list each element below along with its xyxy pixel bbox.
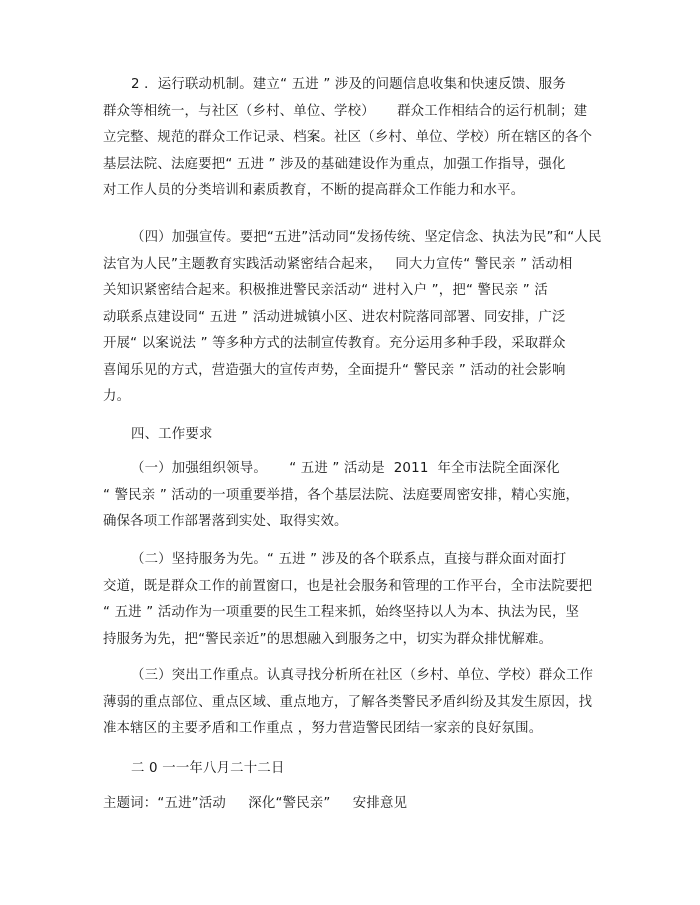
- text-line: 群众等相统一，与社区（乡村、单位、学校） 群众工作相结合的运行机制；建: [103, 103, 588, 119]
- text-line: 力。: [103, 389, 131, 404]
- text-line: 立完整、规范的群众工作记录、档案。社区（乡村、单位、学校）所在辖区的各个: [103, 130, 593, 145]
- text-line: （三）突出工作重点。认真寻找分析所在社区（乡村、单位、学校）群众工作: [131, 668, 594, 683]
- section-heading-work-requirements: [103, 422, 603, 449]
- text-line: 交道，既是群众工作的前置窗口，也是社会服务和管理的工作平台，全市法院要把: [103, 578, 593, 594]
- paragraph-organization-leadership: [103, 456, 603, 536]
- paragraph-service-first: [103, 547, 603, 653]
- text-line: 法官为人民”主题教育实践活动紧密结合起来， 同大力宣传“ 警民亲 ” 活动相: [103, 256, 573, 272]
- text-line: 基层法院、法庭要把“ 五进 ” 涉及的基础建设作为重点，加强工作指导，强化: [103, 156, 566, 172]
- text-line: 对工作人员的分类培训和素质教育，不断的提高群众工作能力和水平。: [103, 183, 525, 198]
- text-line: 准本辖区的主要矛盾和工作重点 ，努力营造警民团结一家亲的良好氛围。: [103, 721, 543, 736]
- document-date: [103, 756, 603, 783]
- text-line: 持服务为先，把“警民亲近”的思想融入到服务之中，切实为群众排忧解难。: [103, 631, 553, 647]
- text-line: “ 五进 ” 活动作为一项重要的民生工程来抓，始终坚持以人为本、执法为民，坚: [103, 605, 580, 620]
- text-line: （二）坚持服务为先。“ 五进 ” 涉及的各个联系点，直接与群众面对面打: [131, 552, 567, 567]
- text-line: 2 ．运行联动机制。建立“ 五进 ” 涉及的问题信息收集和快速反馈、服务: [131, 77, 566, 92]
- date-line: 二 0 一一年八月二十二日: [131, 761, 285, 776]
- text-line: （一）加强组织领导。 “ 五进 ” 活动是 2011 年全市法院全面深化: [131, 461, 560, 476]
- text-line: 开展“ 以案说法 ” 等多种方式的法制宣传教育。充分运用多种手段，采取群众: [103, 336, 566, 351]
- text-line: （四）加强宣传。要把“五进”活动同“发扬传统、坚定信念、执法为民”和“人民: [131, 230, 602, 245]
- text-line: “ 警民亲 ” 活动的一项重要举措，各个基层法院、法庭要周密安排，精心实施，: [103, 487, 580, 503]
- text-line: 喜闻乐见的方式，营造强大的宣传声势，全面提升“ 警民亲 ” 活动的社会影响: [103, 362, 566, 378]
- keywords-line: 主题词：“五进”活动 深化“警民亲” 安排意见: [103, 796, 408, 811]
- text-line: 确保各项工作部署落到实处、取得实效。: [103, 514, 348, 529]
- paragraph-key-focus: [103, 663, 603, 743]
- paragraph-operation-mechanism: [103, 72, 603, 205]
- text-line: 薄弱的重点部位、重点区域、重点地方，了解各类警民矛盾纠纷及其发生原因，找: [103, 694, 593, 710]
- paragraph-strengthen-publicity: [103, 225, 603, 411]
- text-line: 动联系点建设同“ 五进 ” 活动进城镇小区、进农村院落同部署、同安排，广泛: [103, 309, 566, 325]
- subject-keywords: [103, 791, 603, 818]
- section-heading: 四、工作要求: [131, 427, 213, 442]
- text-line: 关知识紧密结合起来。积极推进警民亲活动“ 进村入户 ”，把“ 警民亲 ” 活: [103, 283, 548, 298]
